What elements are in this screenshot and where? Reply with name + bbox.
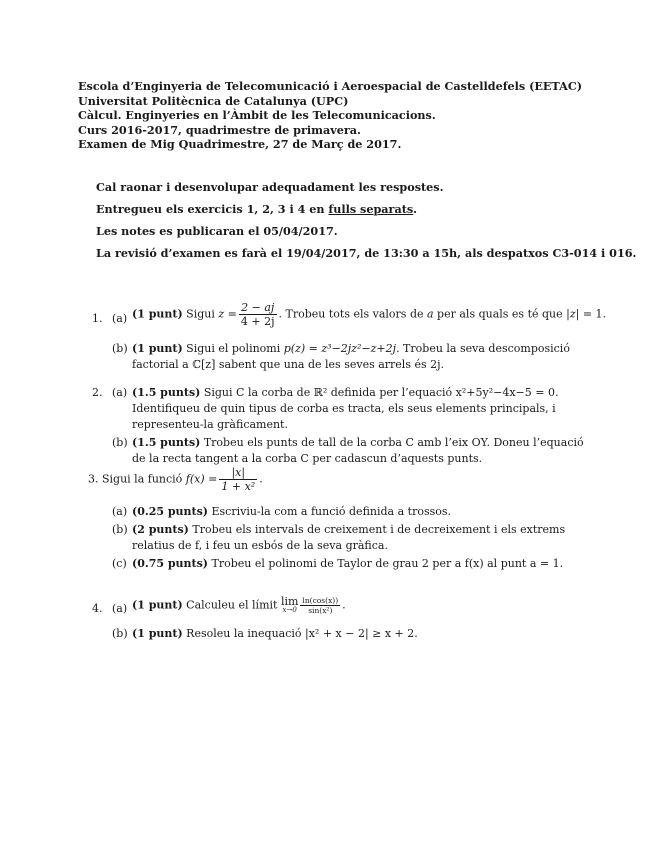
denominator: sin(x²) [308,606,333,615]
math: f(x) = [185,472,218,486]
exercise-1a-text [132,301,606,328]
numerator: ln(cos(x)) [302,596,339,605]
exercise-3a [92,504,600,520]
exercise-3b-text [132,522,600,554]
header-line-course: Càlcul. Enginyeries en l’Àmbit de les Telecomunicacions. [78,108,436,123]
points: (1 punt) [132,598,183,612]
denominator: 4 + 2j [240,315,275,328]
text: 3. Sigui la funció [88,472,186,486]
exam-instructions [96,180,636,268]
text: Trobeu els intervals de creixement i de decreixement i els extrems relatius de f, i feu un esbós de la seva gràfica. [132,523,566,552]
points: (0.75 punts) [132,557,208,570]
text: Trobeu el polinomi de Taylor de grau 2 per a f(x) al punt a = 1. [208,557,564,570]
denominator: 1 + x² [221,480,256,493]
exercise-3c-text [132,556,600,572]
exercise-4a-text [132,596,346,615]
text: Calculeu el límit [182,598,281,612]
part-label: (a) [112,602,128,615]
points: (2 punts) [132,523,189,536]
numerator: 2 − aj [239,301,277,315]
exercise-number: 1. [92,312,103,325]
exercise-number: 4. [92,602,103,615]
text: Sigui el polinomi [182,342,284,355]
text: Sigui C la corba de ℝ² definida per l’equació x²+5y²−4x−5 = 0. Identifiqueu de quin tipus de corba es tracta, els seus elements principals, i representeu-la gràficament. [132,386,559,431]
points: (0.25 punts) [132,505,208,518]
text: per als quals es té que | [433,307,570,321]
part-label: (b) [112,342,128,355]
exercise-number: 2. [92,386,103,399]
instruction-reasoning: Cal raonar i desenvolupar adequadament les respostes. [96,180,444,194]
points: (1 punt) [132,627,183,640]
instruction-review: La revisió d’examen es farà el 19/04/2017, de 13:30 a 15h, als despatxos C3-014 i 016. [96,246,637,260]
points: (1 punt) [132,342,183,355]
exercise-2a-text [132,385,600,433]
numerator: |x| [219,466,257,480]
math: z = [218,307,237,321]
instruction-delivery-end: . [413,202,418,216]
instruction-grades-date: Les notes es publicaran el 05/04/2017. [96,224,338,238]
exercise-1b [92,341,600,373]
part-label: (b) [112,436,128,449]
part-label: (a) [112,386,128,399]
part-label: (b) [112,627,128,640]
text: . [342,598,346,612]
exercise-4a [92,594,600,626]
text: . Trobeu tots els valors de [278,307,427,321]
exercise-3c [92,556,600,572]
exercise-1b-text [132,341,600,373]
exercise-1a [92,301,607,341]
instruction-delivery-underlined: fulls separats [328,202,414,216]
header-line-school: Escola d’Enginyeria de Telecomunicació i Aeroespacial de Castelldefels (EETAC) [78,79,583,93]
points: (1.5 punts) [132,436,201,449]
text: Trobeu els punts de tall de la corba C amb l’eix OY. Doneu l’equació de la recta tangent a la corba C per cadascun d’aquests punts. [132,436,584,465]
fraction [300,596,340,615]
limit-word: lim [280,594,299,608]
text: Resoleu la inequació |x² + x − 2| ≥ x + 2. [182,627,418,640]
header-line-year: Curs 2016-2017, quadrimestre de primavera. [78,122,361,137]
text: Sigui [182,307,219,321]
exercise-3-intro [88,466,600,504]
header-line-university: Universitat Politècnica de Catalunya (UPC) [78,93,349,108]
exercise-3b [92,522,600,554]
fraction [219,466,257,493]
exercise-1 [92,301,607,373]
exercise-4 [92,594,600,642]
text: . [259,472,263,486]
part-label: (a) [112,312,128,325]
points: (1.5 punts) [132,386,201,399]
exercise-4b [92,626,600,642]
part-label: (b) [112,523,128,536]
text: | = 1. [575,307,607,321]
fraction [239,301,277,328]
exercise-3a-text [132,504,600,520]
text: . Trobeu la seva descomposició factorial a ℂ[z] sabent que una de les seves arrels és 2j. [132,342,570,371]
exam-header [78,79,582,152]
limit [280,594,299,615]
exercise-2b-text [132,435,600,467]
part-label: (a) [112,505,128,518]
instruction-delivery [96,202,636,224]
text: Escriviu-la com a funció definida a trossos. [208,505,452,518]
exercise-3-intro-text [88,466,263,493]
instruction-delivery-text: Entregueu els exercicis 1, 2, 3 i 4 en [96,202,329,216]
exercise-2a [92,385,600,433]
exercise-3 [88,466,600,572]
points: (1 punt) [132,307,183,321]
limit-subscript: x→0 [282,605,297,614]
math: z [569,307,576,321]
header-line-exam: Examen de Mig Quadrimestre, 27 de Març de 2017. [78,137,402,152]
exercise-4b-text [132,626,600,642]
part-label: (c) [112,557,127,570]
math: a [427,307,434,321]
exercise-2 [92,385,600,467]
exercise-2b [92,435,600,467]
math: p(z) = z³−2jz²−z+2j [283,342,397,355]
